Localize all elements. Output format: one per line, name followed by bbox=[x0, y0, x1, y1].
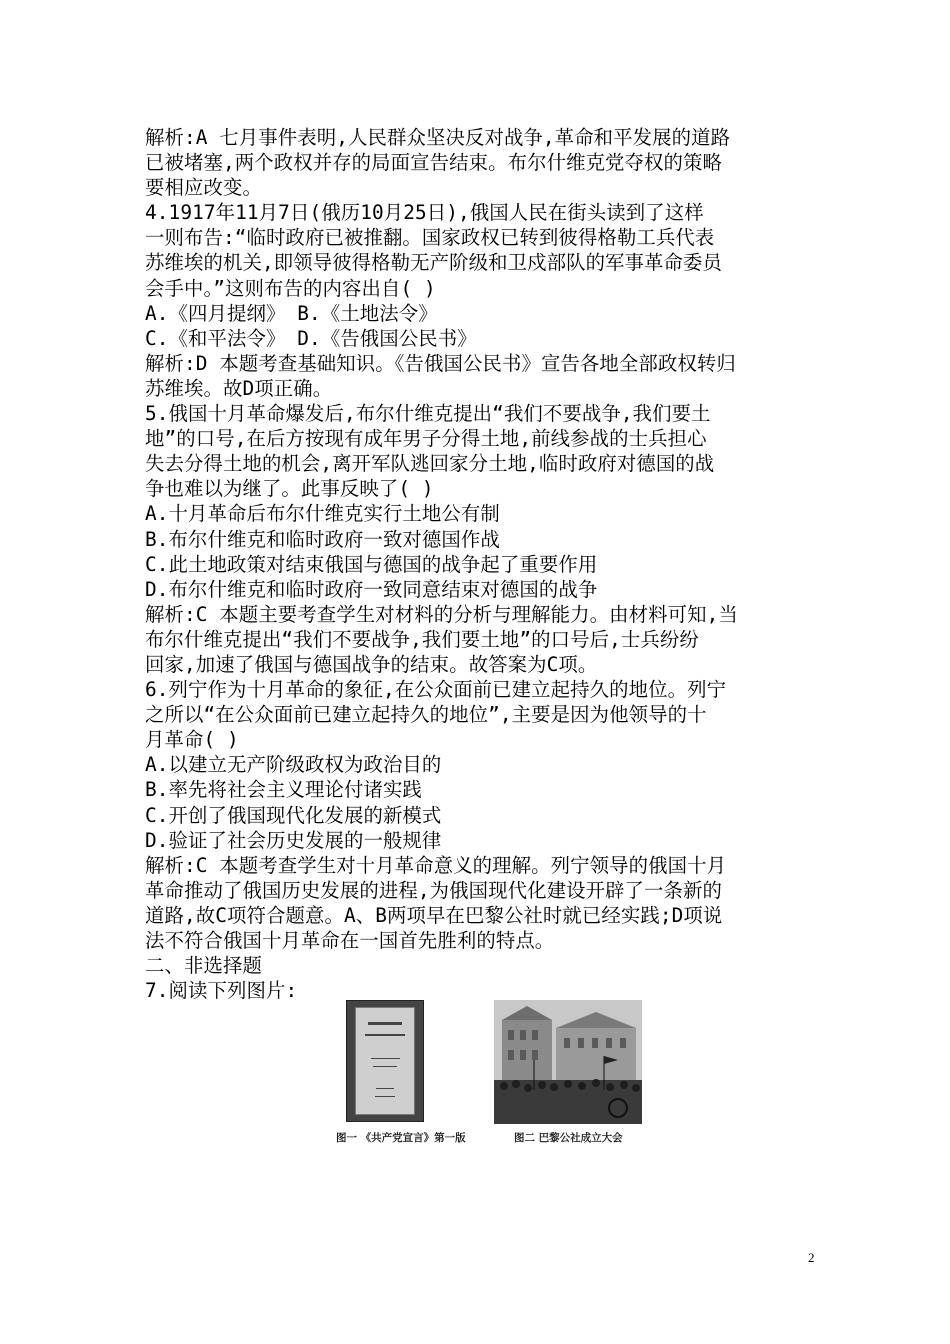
text-line: 已被堵塞,两个政权并存的局面宣告结束。布尔什维克党夺权的策略 bbox=[145, 151, 723, 175]
text-line: B.率先将社会主义理论付诸实践 bbox=[145, 778, 422, 802]
figure-paris-commune-image bbox=[494, 1000, 642, 1124]
text-line: C.此土地政策对结束俄国与德国的战争起了重要作用 bbox=[145, 552, 598, 576]
text-line: B.布尔什维克和临时政府一致对德国作战 bbox=[145, 527, 500, 551]
text-line: A.以建立无产阶级政权为政治目的 bbox=[145, 753, 442, 777]
text-line: 布尔什维克提出“我们不要战争,我们要土地”的口号后,士兵纷纷 bbox=[145, 627, 699, 651]
text-line: 解析:D 本题考查基础知识。《告俄国公民书》宣告各地全部政权转归 bbox=[145, 351, 736, 375]
text-line: 道路,故C项符合题意。A、B两项早在巴黎公社时就已经实践;D项说 bbox=[145, 903, 723, 927]
text-line: 6.列宁作为十月革命的象征,在公众面前已建立起持久的地位。列宁 bbox=[145, 678, 727, 702]
text-line: D.验证了社会历史发展的一般规律 bbox=[145, 828, 442, 852]
text-line: 月革命( ) bbox=[145, 728, 239, 752]
paris-commune-engraving bbox=[494, 1000, 642, 1124]
text-line: 争也难以为继了。此事反映了( ) bbox=[145, 477, 434, 501]
text-line: 4.1917年11月7日(俄历10月25日),俄国人民在街头读到了这样 bbox=[145, 201, 704, 225]
text-line: A.十月革命后布尔什维克实行土地公有制 bbox=[145, 502, 500, 526]
text-line: 二、非选择题 bbox=[145, 954, 262, 978]
text-line: 解析:C 本题主要考查学生对材料的分析与理解能力。由材料可知,当 bbox=[145, 602, 738, 626]
text-line: D.布尔什维克和临时政府一致同意结束对德国的战争 bbox=[145, 577, 598, 601]
figure-group bbox=[336, 1000, 651, 1150]
text-line: 地”的口号,在后方按现有成年男子分得土地,前线参战的士兵担心 bbox=[145, 427, 707, 451]
text-line: 革命推动了俄国历史发展的进程,为俄国现代化建设开辟了一条新的 bbox=[145, 878, 723, 902]
text-line: 解析:C 本题考查学生对十月革命意义的理解。列宁领导的俄国十月 bbox=[145, 853, 727, 877]
text-line: 一则布告:“临时政府已被推翻。国家政权已转到彼得格勒工兵代表 bbox=[145, 226, 715, 250]
text-line: 会手中。”这则布告的内容出自( ) bbox=[145, 276, 436, 300]
book-cover-page bbox=[355, 1007, 415, 1115]
text-line: 法不符合俄国十月革命在一国首先胜利的特点。 bbox=[145, 929, 555, 952]
text-line: 之所以“在公众面前已建立起持久的地位”,主要是因为他领导的十 bbox=[145, 703, 707, 727]
figure-communist-manifesto-image bbox=[346, 1000, 424, 1122]
document-body bbox=[145, 125, 815, 1003]
text-line: 苏维埃的机关,即领导彼得格勒无产阶级和卫戍部队的军事革命委员 bbox=[145, 251, 723, 275]
text-line: 7.阅读下列图片: bbox=[145, 979, 298, 1003]
page-number: 2 bbox=[808, 1250, 815, 1265]
figure-2-caption: 图二 巴黎公社成立大会 bbox=[514, 1132, 623, 1144]
text-line: 要相应改变。 bbox=[145, 176, 262, 200]
text-line: A.《四月提纲》 B.《土地法令》 bbox=[145, 301, 438, 325]
text-line: 5.俄国十月革命爆发后,布尔什维克提出“我们不要战争,我们要土 bbox=[145, 402, 711, 426]
figure-1-caption: 图一 《共产党宣言》第一版 bbox=[336, 1132, 466, 1144]
text-line: 解析:A 七月事件表明,人民群众坚决反对战争,革命和平发展的道路 bbox=[145, 126, 731, 149]
text-line: C.《和平法令》 D.《告俄国公民书》 bbox=[145, 326, 477, 350]
text-line: 苏维埃。故D项正确。 bbox=[145, 376, 333, 400]
text-line: 回家,加速了俄国与德国战争的结束。故答案为C项。 bbox=[145, 652, 598, 676]
text-line: C.开创了俄国现代化发展的新模式 bbox=[145, 803, 442, 827]
text-line: 失去分得土地的机会,离开军队逃回家分土地,临时政府对德国的战 bbox=[145, 452, 715, 476]
